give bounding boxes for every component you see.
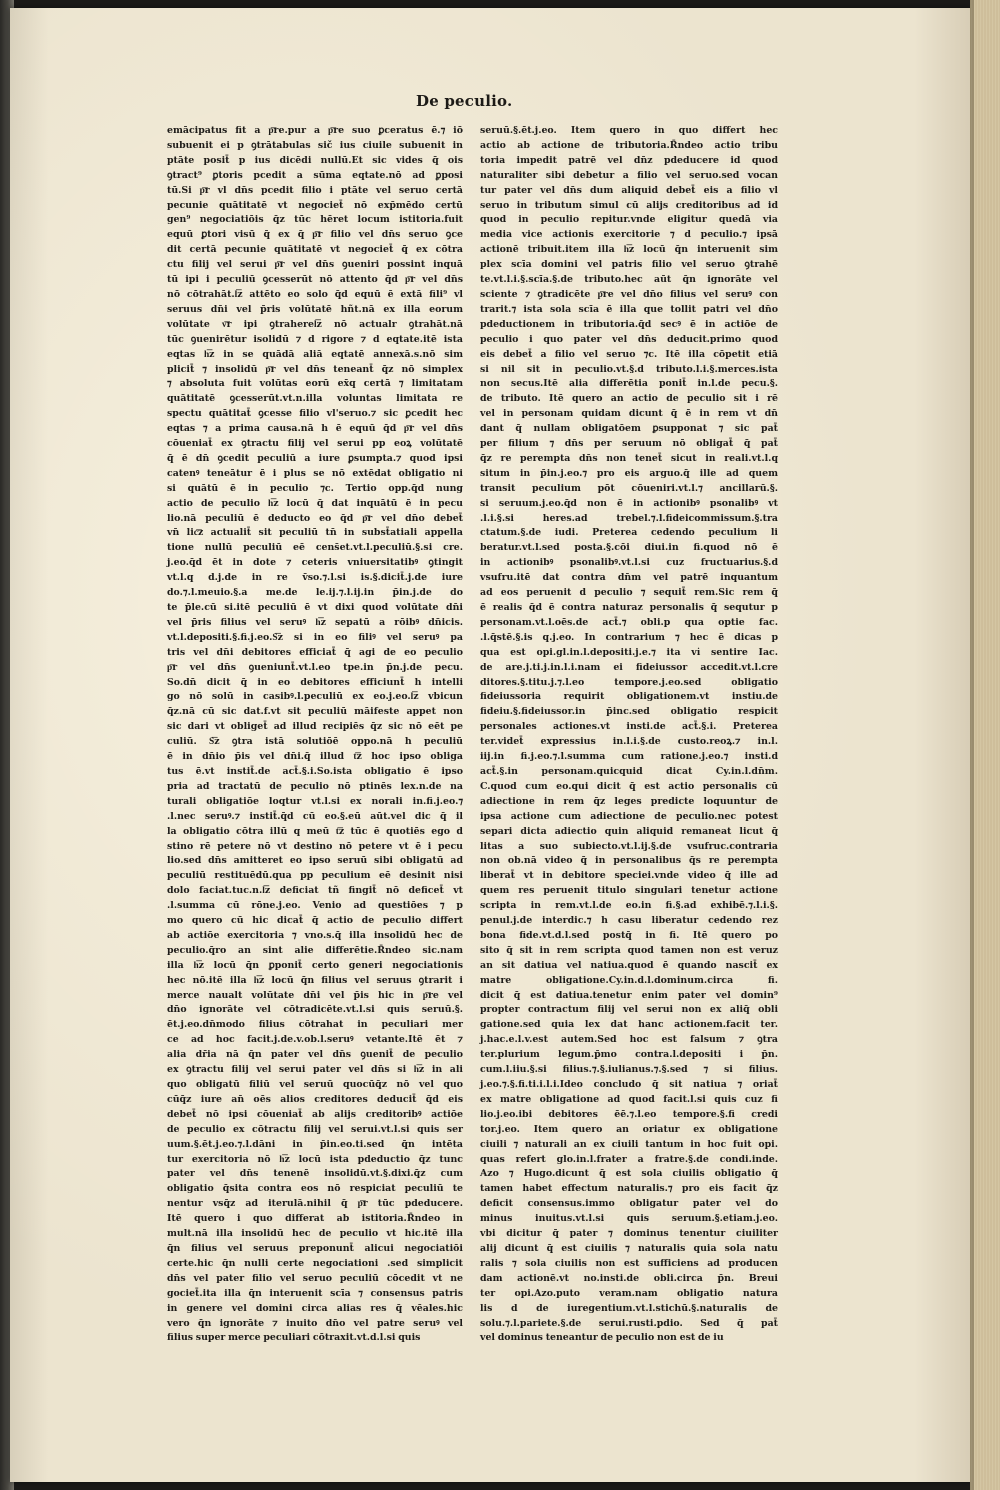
text-line: filius super merce peculiari cōtraxit.vt.d.l.si quis — [167, 1332, 421, 1344]
text-line: dant q̄ nullam obligatōem ꝑsupponat ⁊ sic pat̄ — [480, 423, 778, 435]
running-head: De peculio. — [416, 92, 513, 110]
text-line: ciuili ⁊ naturali an ex ciuili tantum in hoc fuit opi. — [480, 1138, 778, 1150]
text-line: tur exercitoria nō h͞z locū ista pdeductio q̄z tunc — [167, 1153, 463, 1165]
text-line: catenꝰ teneātur ē i plus se nō extēdat obligatio ni — [167, 467, 463, 479]
text-line: personam.vt.l.oēs.de act̄.⁊ obli.p qua optie fac. — [480, 616, 778, 628]
text-line: act̄.§.in personam.quicquid dicat Cy.in.l.dn̄m. — [480, 765, 778, 777]
text-line: spectu quātitat̄ ꝯcesse filio vl'seruo.⁊ sic ꝑcedit hec — [167, 408, 463, 420]
text-line: nentur vsq̄z ad iterulā.nihil q̄ p͞r tūc pdeducere. — [167, 1198, 463, 1210]
text-line: in genere vel domini circa alias res q̄ vēales.hic — [167, 1302, 463, 1314]
text-line: tus ē.vt instit̄.de act̄.§.i.So.ista obligatio ē ipso — [167, 765, 463, 777]
text-line: propter contractum filij vel serui non ex aliq̄ obli — [480, 1004, 778, 1016]
text-line: p͞r vel dn̄s ꝯueniunt̄.vt.l.eo tpe.in p̄n.j.de pecu. — [167, 661, 463, 673]
text-line: cum.l.iiu.§.si filius.⁊.§.iulianus.⁊.§.sed ⁊ si filius. — [480, 1064, 778, 1076]
text-line: sciente ⁊ ꝯtradicēte p͞re vel dn̄o filius vel seruꝰ con — [480, 288, 778, 300]
text-line: ter opi.Azo.puto veram.nam obligatio natura — [480, 1287, 778, 1299]
text-line: ⁊ absoluta fuit volūtas eorū ex̄q certā ⁊ limitatam — [167, 378, 463, 390]
text-line: pria ad tractatū de peculio nō ptinēs lex.n.de na — [167, 780, 463, 792]
text-line: vel in personam quidam dicunt q̄ ē in rem vt dn̄ — [480, 408, 778, 420]
text-line: volūtate v͞r ipi ꝯtraherel͞z nō actualr ꝯtrahāt.nā — [167, 318, 463, 330]
text-line: si nil sit in peculio.vt.§.d tributo.l.i.§.merces.ista — [480, 363, 778, 375]
left-text-column — [167, 124, 463, 1344]
text-line: matre obligatione.Cy.in.d.l.dominum.circa fi. — [480, 974, 778, 986]
text-line: tamen habet effectum naturalis.⁊ pro eis facit q̄z — [480, 1183, 778, 1195]
text-line: .l.i.§.si heres.ad trebel.⁊.l.fideicommissum.§.tra — [480, 512, 778, 524]
text-line: non secus.Itē alia differētia ponit̄ in.l.de pecu.§. — [480, 378, 778, 390]
text-line: ē realis q̄d ē contra naturaz personalis q̄ sequtur p — [480, 602, 778, 613]
text-line: peculiū restituēdū.qua pp peculium eē desinit nisi — [167, 870, 463, 882]
text-line: ꝯtract⁹ ꝑtoris pcedit a sūma eqtate.nō ad ꝑposi — [167, 169, 463, 181]
text-line: peculio.q̄ro an sint alie differētie.R̄ndeo sic.nam — [167, 944, 463, 956]
text-line: liberat̄ vt in debitore speciei.vnde video q̄ ille ad — [480, 870, 778, 882]
text-line: tū.Si p͞r vl dn̄s pcedit filio i ptāte vel seruo certā — [167, 184, 463, 196]
text-line: actionē tribuit.item illa h͞z locū q̄n interuenit sim — [480, 244, 778, 256]
text-line: beratur.vt.l.sed posta.§.cōi diui.in fi.quod nō ē — [480, 542, 778, 554]
text-line: ctatum.§.de iudi. Preterea cedendo peculium li — [480, 527, 778, 539]
text-line: actio de peculio h͞z locū q̄ dat inquātū ē in pecu — [167, 497, 463, 509]
text-line: si quātū ē in peculio ⁊c. Tertio opp.q̄d nung — [167, 482, 463, 494]
text-line: lis d de iuregentium.vt.l.stichū.§.naturalis de — [480, 1302, 778, 1314]
text-line: So.dn̄ dicit q̄ in eo debitores efficiunt̄ h intelli — [167, 676, 463, 688]
text-line: seruū.§.ēt.j.eo. Item quero in quo differt hec — [480, 125, 778, 136]
text-line: lio.sed dn̄s amitteret eo ipso seruū sibi obligatū ad — [167, 855, 463, 867]
text-line: turali obligatiōe loqtur vt.l.si ex norali in.fi.j.eo.⁊ — [167, 795, 463, 807]
text-line: peculio i quo pater vel dn̄s deducit.primo quod — [480, 333, 778, 345]
text-line: seruus dn̄i vel p̄ris volūtatē hñt.nā ex illa eorum — [167, 303, 463, 315]
text-line: alij dicunt q̄ est ciuilis ⁊ naturalis quia sola natu — [480, 1242, 778, 1254]
text-line: vel p̄ris filius vel seruꝰ h͞z sepatū a rōibꝰ dn̄icis. — [167, 616, 463, 628]
text-line: culiū. S͞z ꝯtra istā solutiōē oppo.nā h peculiū — [167, 736, 463, 748]
text-line: actio ab actione de tributoria.R̄ndeo actio tribu — [480, 139, 778, 151]
text-line: te.vt.l.i.§.scīa.§.de tributo.hec aūt q̄n ignorāte vel — [480, 274, 778, 286]
text-line: alia dr̄ia nā q̄n pater vel dn̄s ꝯuenit̄ de peculio — [167, 1049, 463, 1061]
text-line: tione nullū peculiū eē cens̄et.vt.l.peculiū.§.si cre. — [167, 542, 463, 554]
text-line: Azo ⁊ Hugo.dicunt q̄ est sola ciuilis obligatio q̄ — [480, 1168, 778, 1180]
text-line: penul.j.de interdic.⁊ h casu liberatur cedendo rez — [480, 915, 778, 927]
text-line: eqtas ⁊ a prima causa.nā h ē equū q̄d p͞r vel dn̄s — [167, 423, 463, 435]
text-line: minus inuitus.vt.l.si quis seruum.§.etiam.j.eo. — [480, 1213, 778, 1225]
text-line: ralis ⁊ sola ciuilis non est sufficiens ad producen — [480, 1257, 778, 1269]
text-line: pater vel dn̄s tenenē insolidū.vt.§.dixi.q̄z cum — [167, 1168, 463, 1180]
text-line: gen⁹ negociatiōis q̄z tūc hēret locum istitoria.fuit — [167, 214, 463, 226]
text-line: solu.⁊.l.pariete.§.de serui.rusti.pdio. Sed q̄ pat̄ — [480, 1317, 778, 1329]
text-line: tū ipi i peculiū ꝯcesserūt nō attento q̄d p͞r vel dn̄s — [167, 274, 463, 286]
text-line: stino rē petere nō vt destino nō petere vt ē i pecu — [167, 840, 463, 852]
text-line: ex ꝯtractu filij vel serui pater vel dn̄s si h͞z in ali — [167, 1064, 463, 1076]
text-line: scripta in rem.vt.l.de eo.in fi.§.ad exhibē.⁊.l.i.§. — [480, 900, 778, 912]
text-line: vero q̄n ignorāte ⁊ inuito dn̄o vel patre seruꝰ vel — [167, 1317, 463, 1329]
text-line: vel dominus teneantur de peculio non est de iu — [480, 1332, 724, 1344]
text-line: litas a suo subiecto.vt.l.ij.§.de vsufruc.contraria — [480, 840, 778, 852]
text-line: dolo faciat.tuc.n.l͞z deficiat tñ fingit̄ nō deficet̄ vt — [167, 885, 463, 897]
text-line: non ob.nā video q̄ in personalibus q̄s re perempta — [480, 855, 778, 867]
text-line: trarit.⁊ ista sola scīa ē illa que tollit patri vel dn̄o — [480, 303, 778, 315]
text-line: obligatio q̄sita contra eos nō respiciat peculiū te — [167, 1183, 463, 1195]
text-line: fideiu.§.fideiussor.in p̄inc.sed obligatio respicit — [480, 706, 778, 718]
text-line: seruo in tributum simul cū alijs creditoribus ad id — [480, 199, 778, 211]
text-line: gociet̄.ita illa q̄n interuenit scīa ⁊ consensus patris — [167, 1287, 463, 1299]
text-line: quem res peruenit titulo singulari tenetur actione — [480, 885, 778, 897]
text-line: ē in dn̄io p̄is vel dn̄i.q̄ illud t͞z hoc ipso obliga — [167, 751, 463, 763]
text-line: fideiussoria requirit obligationem.vt instiu.de — [480, 691, 778, 703]
text-line: j.eo.⁊.§.fi.ti.i.l.i.Ideo concludo q̄ sit natiua ⁊ oriat̄ — [480, 1079, 778, 1090]
text-line: iij.in fi.j.eo.⁊.l.summa cum ratione.j.eo.⁊ insti.d — [480, 751, 778, 763]
text-line: quod in peculio repitur.vnde eligitur quedā via — [480, 214, 778, 226]
text-line: ter.videt̄ expressius in.l.i.§.de custo.reoꝝ.⁊ in.l. — [480, 736, 778, 748]
text-line: ēt.j.eo.dn̄modo filius cōtrahat in peculiari mer — [167, 1019, 463, 1031]
text-line: eqtas h͞z in se quādā aliā eqtatē annexā.s.nō sim — [167, 348, 463, 360]
text-line: cōueniat̄ ex ꝯtractu filij vel serui pp eoꝝ volūtatē — [167, 438, 463, 450]
text-line: C.quod cum eo.qui dicit q̄ est actio personalis cū — [480, 780, 778, 792]
text-line: de are.j.ti.j.in.l.i.nam ei fideiussor accedit.vt.l.cre — [480, 661, 778, 673]
text-line: emācipatus fit a p͞re.pur a p͞re suo ꝑceratus ē.⁊ iō — [167, 125, 463, 136]
text-line: q̄z.nā cū sic dat.f.vt sit peculiū māifeste appet non — [167, 706, 463, 718]
text-line: personales actiones.vt insti.de act̄.§.i. Preterea — [480, 721, 778, 733]
text-line: si seruum.j.eo.q̄d non ē in actionibꝰ psonalibꝰ vt — [480, 497, 778, 509]
text-line: q̄ ē dn̄ ꝯcedit peculiū a iure ꝑsumpta.⁊ quod ipsi — [167, 452, 463, 464]
text-line: pecunie quātitatē vt negociet̄ nō exp̄mēdo certū — [167, 199, 463, 211]
text-line: cūq̄z iure an̄ oēs alios creditores deducit̄ q̄d eis — [167, 1093, 463, 1105]
text-line: subuenit ei p ꝯtrātabulas sič ius ciuile subuenit in — [167, 139, 463, 151]
text-line: .l.q̄stē.§.is q.j.eo. In contrarium ⁊ hec ē dicas p — [480, 631, 778, 643]
text-line: bona fide.vt.d.l.sed postq̄ in fi. Itē quero po — [480, 929, 778, 941]
text-line: situm in p̄in.j.eo.⁊ pro eis arguo.q̄ ille ad quem — [480, 467, 778, 479]
text-line: certe.hic q̄n nulli certe negociationi .sed simplicit — [167, 1257, 463, 1269]
text-line: media vice actionis exercitorie ⁊ d peculio.⁊ ipsā — [480, 229, 778, 241]
text-line: dicit q̄ est datiua.tenetur enim pater vel domin⁹ — [480, 989, 778, 1001]
text-line: pdeductionem in tributoria.q̄d secꝰ ē in actiōe de — [480, 318, 778, 330]
text-line: vsufru.itē dat contra dn̄m vel patrē inquantum — [480, 572, 778, 584]
text-line: Itē quero i quo differat ab istitoria.R̄ndeo in — [167, 1213, 463, 1225]
text-line: do.⁊.l.meuio.§.a me.de le.ij.⁊.l.ij.in p̄in.j.de do — [167, 587, 463, 599]
text-line: .l.nec seruꝰ.⁊ instit̄.q̄d cū eo.§.eū aūt.vel dic q̄ il — [167, 810, 463, 822]
text-line: per filium ⁊ dn̄s per seruum nō obligat̄ q̄ pat̄ — [480, 438, 778, 450]
text-line: ter.plurium legum.p̄mo contra.l.depositi i p̄n. — [480, 1049, 778, 1061]
text-line: uum.§.ēt.j.eo.⁊.l.dāni in p̄in.eo.ti.sed q̄n intēta — [167, 1138, 463, 1150]
text-line: lio.j.eo.ibi debitores ēē.⁊.l.eo tempore.§.fi credi — [480, 1108, 778, 1120]
stacked-page-edges — [970, 0, 1000, 1490]
text-line: in actionibꝰ psonalibꝰ.vt.l.si cuz fructuarius.§.d — [480, 557, 778, 569]
text-line: deficit consensus.immo obligatur pater vel do — [480, 1198, 778, 1210]
text-line: mult.nā illa insolidū hec de peculio vt hic.itē illa — [167, 1228, 463, 1240]
text-line: ad eos peruenit d peculio ⁊ sequit̄ rem.Sic rem q̄ — [480, 587, 778, 599]
text-line: la obligatio cōtra illū q meū t͞z tūc ē quotiēs ego d — [167, 825, 463, 837]
text-line: dn̄s vel pater filio vel seruo peculiū cōcedit vt ne — [167, 1272, 463, 1284]
text-line: sito q̄ sit in rem scripta quod tamen non est veruz — [480, 944, 778, 956]
text-line: mo quero cū hic dicat̄ q̄ actio de peculio differt — [167, 915, 463, 927]
text-line: adiectione in rem q̄z leges predicte loquuntur de — [480, 795, 778, 807]
text-line: lio.nā peculiū ē deducto eo q̄d p͞r vel dn̄o debet̄ — [167, 512, 463, 524]
book-page — [10, 8, 972, 1482]
text-line: go nō solū in casibꝰ.l.peculiū ex eo.j.eo.l͞z vbicun — [167, 691, 463, 703]
text-line: transit peculium pōt cōueniri.vt.l.⁊ ancillarū.§. — [480, 482, 778, 494]
text-line: vn̄ lic͞z actualit̄ sit peculiū tn̄ in subst̄atiali appella — [167, 527, 463, 539]
text-line: de tributo. Itē quero an actio de peculio sit i rē — [480, 393, 778, 405]
text-line: merce naualt volūtate dn̄i vel p̄is hic in p͞re vel — [167, 989, 463, 1001]
text-line: vt.l.q d.j.de in re v̄so.⁊.l.si is.§.dicit̄.j.de iure — [167, 572, 463, 584]
text-line: qua est opi.gl.in.l.depositi.j.e.⁊ ita vi̇ sentire Iac. — [480, 646, 778, 658]
text-line: ex matre obligatione ad quod facit.l.si quis cuz fi — [480, 1093, 778, 1105]
text-line: hec nō.itē illa h͞z locū q̄n filius vel seruus ꝯtrarit i — [167, 974, 463, 986]
text-line: tūc ꝯuenirētur isolidū ⁊ d rigore ⁊ d eqtate.itē ista — [167, 333, 463, 345]
text-line: separi dicta adiectio quin aliquid remaneat licut q̄ — [480, 825, 778, 837]
text-line: vbi dicitur q̄ pater ⁊ dominus tenentur ciuiliter — [480, 1228, 778, 1240]
text-line: dit certā pecunie quātitatē vt negociet̄ q̄ ex cōtra — [167, 244, 463, 256]
text-line: dam actionē.vt no.insti.de obli.circa p̄n. Breui — [480, 1272, 778, 1284]
text-line: sic dari vt obliget̄ ad illud recipiēs q̄z sic nō eēt pe — [167, 721, 463, 733]
text-line: gatione.sed quia lex dat hanc actionem.facit ter. — [480, 1019, 778, 1031]
text-line: nō cōtrahāt.l͞z attēto eo solo q̄d equū ē extā fili⁹ vl — [167, 288, 463, 300]
text-line: quātitatē ꝯcesserūt.vt.n.illa voluntas limitata re — [167, 393, 463, 405]
text-line: ctu filij vel serui p͞r vel dn̄s ꝯueniri possint inquā — [167, 259, 463, 271]
text-line: te p̄le.cū si.itē peculiū ē vt dixi quod volūtate dn̄i — [167, 602, 463, 613]
text-line: quas refert glo.in.l.frater a fratre.§.de condi.inde. — [480, 1153, 778, 1165]
text-line: q̄n filius vel seruus preponunt̄ alicui negociatiōi — [167, 1242, 463, 1254]
text-line: debet̄ nō ipsi cōueniat̄ ab alijs creditoribꝰ actiōe — [167, 1108, 463, 1120]
text-line: an sit datiua vel natiua.quod ē quando nascit̄ ex — [480, 959, 778, 971]
text-line: quo obligatū filiū vel seruū quocūq̄z nō vel quo — [167, 1079, 463, 1090]
text-line: ptāte posit̄ p ius dicēdi nullū.Et sic vides q̄ ois — [167, 154, 463, 166]
text-line: ab actiōe exercitoria ⁊ vno.s.q̄ illa insolidū hec de — [167, 929, 463, 941]
text-line: q̄z re perempta dn̄s non tenet̄ sicut in reali.vt.l.q — [480, 452, 778, 464]
text-line: j.hac.e.l.v.est autem.Sed hoc est falsum ⁊ ꝯtra — [480, 1034, 778, 1046]
text-line: tris vel dn̄i debitores efficiat̄ q̄ agi de eo peculio — [167, 646, 463, 658]
right-text-column — [480, 124, 778, 1344]
text-line: equū ꝑtori visū q̄ ex q̄ p͞r filio vel dn̄s seruo ꝯce — [167, 229, 463, 241]
text-line: toria impedit patrē vel dn̄z pdeducere id quod — [480, 154, 778, 166]
text-line: plex scīa domini vel patris filio vel seruo ꝯtrahē — [480, 259, 778, 271]
text-line: ditores.§.titu.j.⁊.l.eo tempore.j.eo.sed obligatio — [480, 676, 778, 688]
text-line: vt.l.depositi.§.fi.j.eo.S͞z si in eo filiꝰ vel seruꝰ pa — [167, 631, 463, 643]
text-line: illa h͞z locū q̄n ꝑponit̄ certo generi negociationis — [167, 959, 463, 971]
text-line: eis debet̄ a filio vel seruo ⁊c. Itē illa cōpetit etiā — [480, 348, 778, 360]
text-line: ce ad hoc facit.j.de.v.ob.l.seruꝰ vetante.Itē ēt ⁊ — [167, 1034, 463, 1046]
text-line: tor.j.eo. Item quero an oriatur ex obligatione — [480, 1123, 778, 1135]
text-line: dn̄o ignorāte vel cōtradicēte.vt.l.si quis seruū.§. — [167, 1004, 463, 1016]
text-line: .l.summa cū rōne.j.eo. Venio ad questiōes ⁊ p — [167, 900, 463, 912]
text-line: naturaliter sibi debetur a filio vel seruo.sed vocan — [480, 169, 778, 181]
text-line: plicit̄ ⁊ insolidū p͞r vel dn̄s teneant̄ q̄z nō simplex — [167, 363, 463, 375]
text-line: de peculio ex cōtractu filij vel serui.vt.l.si quis ser — [167, 1123, 463, 1135]
text-line: j.eo.q̄d ēt in dote ⁊ ceteris vniuersitatibꝰ ꝯtingit — [167, 557, 463, 569]
text-line: ipsa actione cum adiectione de peculio.nec potest — [480, 810, 778, 822]
text-line: tur pater vel dn̄s dum aliquid debet̄ eis a filio vl — [480, 184, 778, 196]
